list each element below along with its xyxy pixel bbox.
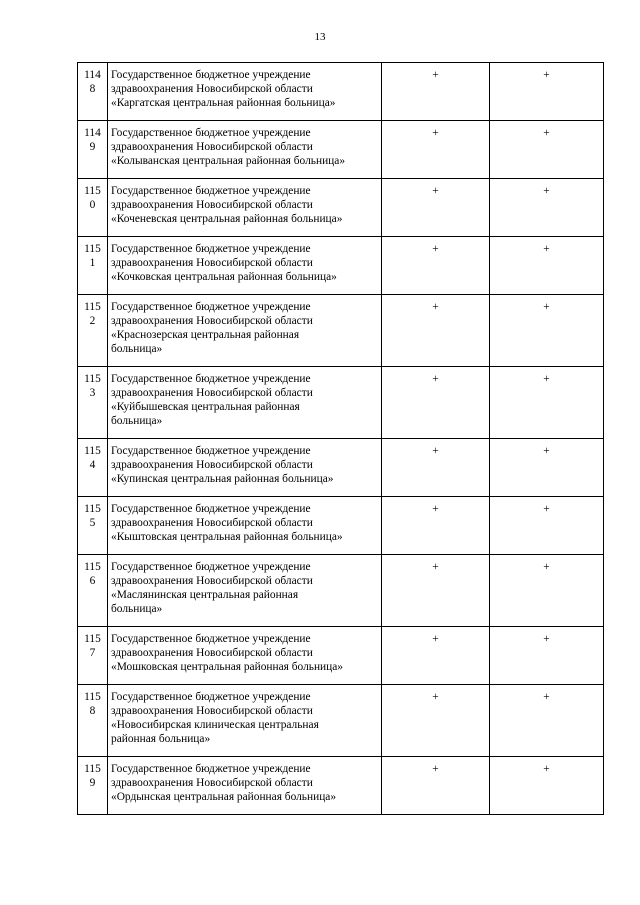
institution-name — [108, 555, 382, 627]
table-row — [78, 497, 604, 555]
institution-name-line: Государственное бюджетное учреждение — [111, 127, 311, 139]
table-row — [78, 121, 604, 179]
row-number-part: 115 — [84, 445, 101, 457]
column-b-mark: + — [490, 295, 604, 367]
institution-name — [108, 685, 382, 757]
table-row — [78, 685, 604, 757]
column-a-mark: + — [382, 439, 490, 497]
row-number-part: 115 — [84, 691, 101, 703]
table-row — [78, 295, 604, 367]
institution-name — [108, 497, 382, 555]
institution-name-line: здравоохранения Новосибирской области — [111, 459, 313, 471]
row-number-part: 115 — [84, 503, 101, 515]
column-b-mark: + — [490, 237, 604, 295]
institution-name — [108, 757, 382, 815]
row-number-part: 115 — [84, 763, 101, 775]
row-number-part: 7 — [89, 647, 96, 659]
row-number-part: 115 — [84, 301, 101, 313]
institution-name-line: «Каргатская центральная районная больница» — [111, 97, 336, 109]
column-b-mark: + — [490, 627, 604, 685]
row-number-part: 6 — [89, 575, 96, 587]
institution-name-line: здравоохранения Новосибирской области — [111, 83, 313, 95]
institution-name-line: Государственное бюджетное учреждение — [111, 69, 311, 81]
institutions-table — [77, 62, 604, 815]
row-number-part: 115 — [84, 633, 101, 645]
column-b-mark: + — [490, 757, 604, 815]
institution-name-line: Государственное бюджетное учреждение — [111, 243, 311, 255]
column-a-mark: + — [382, 757, 490, 815]
column-b-mark: + — [490, 555, 604, 627]
institution-name-line: здравоохранения Новосибирской области — [111, 257, 313, 269]
institution-name — [108, 179, 382, 237]
institution-name-line: Государственное бюджетное учреждение — [111, 301, 311, 313]
institution-name-line: здравоохранения Новосибирской области — [111, 705, 313, 717]
institution-name-line: Государственное бюджетное учреждение — [111, 373, 311, 385]
column-b-mark: + — [490, 497, 604, 555]
institution-name-line: здравоохранения Новосибирской области — [111, 517, 313, 529]
table-row — [78, 555, 604, 627]
institution-name-line: «Куйбышевская центральная районная — [111, 401, 300, 413]
row-number — [78, 555, 108, 627]
institution-name-line: больница» — [111, 603, 163, 615]
institution-name-line: «Кыштовская центральная районная больница» — [111, 531, 343, 543]
institution-name — [108, 237, 382, 295]
institution-name-line: здравоохранения Новосибирской области — [111, 777, 313, 789]
table-row — [78, 367, 604, 439]
column-b-mark: + — [490, 685, 604, 757]
column-a-mark: + — [382, 367, 490, 439]
column-b-mark: + — [490, 121, 604, 179]
table-row — [78, 439, 604, 497]
row-number-part: 1 — [89, 257, 96, 269]
table-row — [78, 179, 604, 237]
column-a-mark: + — [382, 497, 490, 555]
row-number — [78, 439, 108, 497]
table-row — [78, 63, 604, 121]
column-b-mark: + — [490, 63, 604, 121]
column-a-mark: + — [382, 555, 490, 627]
institution-name-line: «Купинская центральная районная больница» — [111, 473, 334, 485]
institution-name-line: «Колыванская центральная районная больница» — [111, 155, 346, 167]
row-number-part: 114 — [84, 127, 101, 139]
row-number-part: 5 — [89, 517, 96, 529]
row-number-part: 9 — [89, 141, 96, 153]
institution-name-line: «Коченевская центральная районная больница» — [111, 213, 343, 225]
column-a-mark: + — [382, 63, 490, 121]
row-number — [78, 497, 108, 555]
institution-name — [108, 367, 382, 439]
institution-name-line: здравоохранения Новосибирской области — [111, 199, 313, 211]
institution-name-line: «Маслянинская центральная районная — [111, 589, 299, 601]
column-b-mark: + — [490, 179, 604, 237]
institution-name-line: здравоохранения Новосибирской области — [111, 647, 313, 659]
row-number-part: 8 — [89, 705, 96, 717]
row-number — [78, 685, 108, 757]
column-b-mark: + — [490, 367, 604, 439]
institution-name-line: Государственное бюджетное учреждение — [111, 561, 311, 573]
row-number-part: 115 — [84, 373, 101, 385]
row-number-part: 115 — [84, 243, 101, 255]
institution-name-line: «Мошковская центральная районная больница» — [111, 661, 343, 673]
row-number-part: 8 — [89, 83, 96, 95]
institution-name-line: Государственное бюджетное учреждение — [111, 633, 311, 645]
institution-name-line: здравоохранения Новосибирской области — [111, 387, 313, 399]
row-number — [78, 295, 108, 367]
row-number — [78, 237, 108, 295]
institution-name-line: «Краснозерская центральная районная — [111, 329, 300, 341]
row-number — [78, 757, 108, 815]
institution-name-line: Государственное бюджетное учреждение — [111, 445, 311, 457]
row-number — [78, 627, 108, 685]
institution-name-line: «Новосибирская клиническая центральная — [111, 719, 319, 731]
institution-name-line: здравоохранения Новосибирской области — [111, 575, 313, 587]
institution-name-line: Государственное бюджетное учреждение — [111, 503, 311, 515]
table-row — [78, 237, 604, 295]
column-b-mark: + — [490, 439, 604, 497]
column-a-mark: + — [382, 179, 490, 237]
institution-name — [108, 439, 382, 497]
row-number-part: 2 — [89, 315, 96, 327]
institution-name — [108, 295, 382, 367]
column-a-mark: + — [382, 121, 490, 179]
column-a-mark: + — [382, 237, 490, 295]
institution-name-line: Государственное бюджетное учреждение — [111, 763, 311, 775]
row-number-part: 115 — [84, 185, 101, 197]
page-number: 13 — [314, 31, 326, 43]
institution-name-line: районная больница» — [111, 733, 211, 745]
institution-name-line: Государственное бюджетное учреждение — [111, 185, 311, 197]
table-row — [78, 757, 604, 815]
row-number — [78, 121, 108, 179]
institution-name-line: больница» — [111, 343, 163, 355]
institution-name — [108, 63, 382, 121]
column-a-mark: + — [382, 685, 490, 757]
column-a-mark: + — [382, 295, 490, 367]
institution-name-line: «Кочковская центральная районная больница» — [111, 271, 337, 283]
row-number — [78, 179, 108, 237]
row-number-part: 0 — [89, 199, 96, 211]
institution-name — [108, 121, 382, 179]
institution-name-line: больница» — [111, 415, 163, 427]
institution-name-line: здравоохранения Новосибирской области — [111, 315, 313, 327]
institution-name-line: здравоохранения Новосибирской области — [111, 141, 313, 153]
institution-name-line: Государственное бюджетное учреждение — [111, 691, 311, 703]
row-number-part: 115 — [84, 561, 101, 573]
column-a-mark: + — [382, 627, 490, 685]
institution-name — [108, 627, 382, 685]
table-row — [78, 627, 604, 685]
row-number-part: 9 — [89, 777, 96, 789]
institution-name-line: «Ордынская центральная районная больница» — [111, 791, 337, 803]
row-number — [78, 367, 108, 439]
row-number — [78, 63, 108, 121]
row-number-part: 114 — [84, 69, 101, 81]
row-number-part: 4 — [89, 459, 96, 471]
table-body — [78, 63, 604, 815]
row-number-part: 3 — [89, 387, 96, 399]
